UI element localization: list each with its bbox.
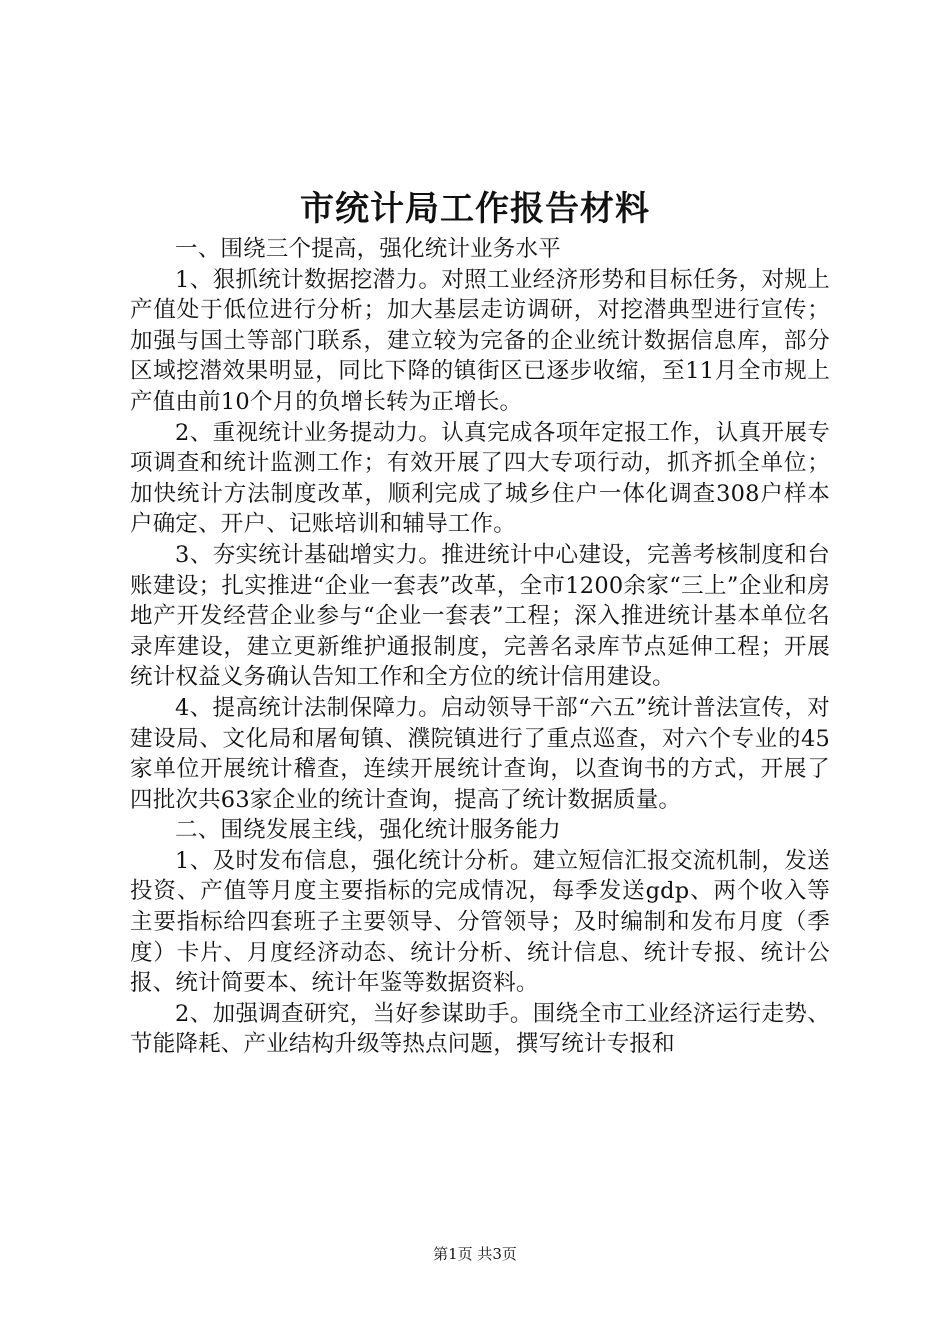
paragraph: 4、提高统计法制保障力。启动领导干部“六五”统计普法宣传，对建设局、文化局和屠甸镇、濮院镇进行了重点巡查，对六个专业的45家单位开展统计稽查，连续开展统计查询，以查询书的方式，开展了四批次共63家企业的统计查询，提高了统计数据质量。	[130, 694, 830, 813]
paragraph: 3、夯实统计基础增实力。推进统计中心建设，完善考核制度和台账建设；扎实推进“企业一套表”改革，全市1200余家“三上”企业和房地产开发经营企业参与“企业一套表”工程；深入推进统计基本单位名录库建设，建立更新维护通报制度，完善名录库节点延伸工程；开展统计权益义务确认告知工作和全方位的统计信用建设。	[130, 541, 830, 691]
page-footer: 第1页 共3页	[433, 1245, 517, 1263]
document-body	[130, 234, 830, 1060]
section-heading-2: 二、围绕发展主线，强化统计服务能力	[175, 817, 561, 844]
section-heading-1: 一、围绕三个提高，强化统计业务水平	[175, 236, 561, 262]
document-title: 市统计局工作报告材料	[300, 189, 650, 229]
paragraph: 2、重视统计业务提动力。认真完成各项年定报工作，认真开展专项调查和统计监测工作；有效开展了四大专项行动，抓齐抓全单位；加快统计方法制度改革，顺利完成了城乡住户一体化调查308户样本户确定、开户、记账培训和辅导工作。	[130, 419, 830, 538]
paragraph: 1、狠抓统计数据挖潜力。对照工业经济形势和目标任务，对规上产值处于低位进行分析；加大基层走访调研，对挖潜典型进行宣传；加强与国土等部门联系，建立较为完备的企业统计数据信息库，部分区域挖潜效果明显，同比下降的镇街区已逐步收缩，至11月全市规上产值由前10个月的负增长转为正增长。	[130, 266, 830, 415]
paragraph: 1、及时发布信息，强化统计分析。建立短信汇报交流机制，发送投资、产值等月度主要指标的完成情况，每季发送gdp、两个收入等主要指标给四套班子主要领导、分管领导；及时编制和发布月度（季度）卡片、月度经济动态、统计分析、统计信息、统计专报、统计公报、统计简要本、统计年鉴等数据资料。	[130, 847, 830, 997]
paragraph: 2、加强调查研究，当好参谋助手。围绕全市工业经济运行走势、节能降耗、产业结构升级等热点问题，撰写统计专报和	[130, 1000, 830, 1058]
